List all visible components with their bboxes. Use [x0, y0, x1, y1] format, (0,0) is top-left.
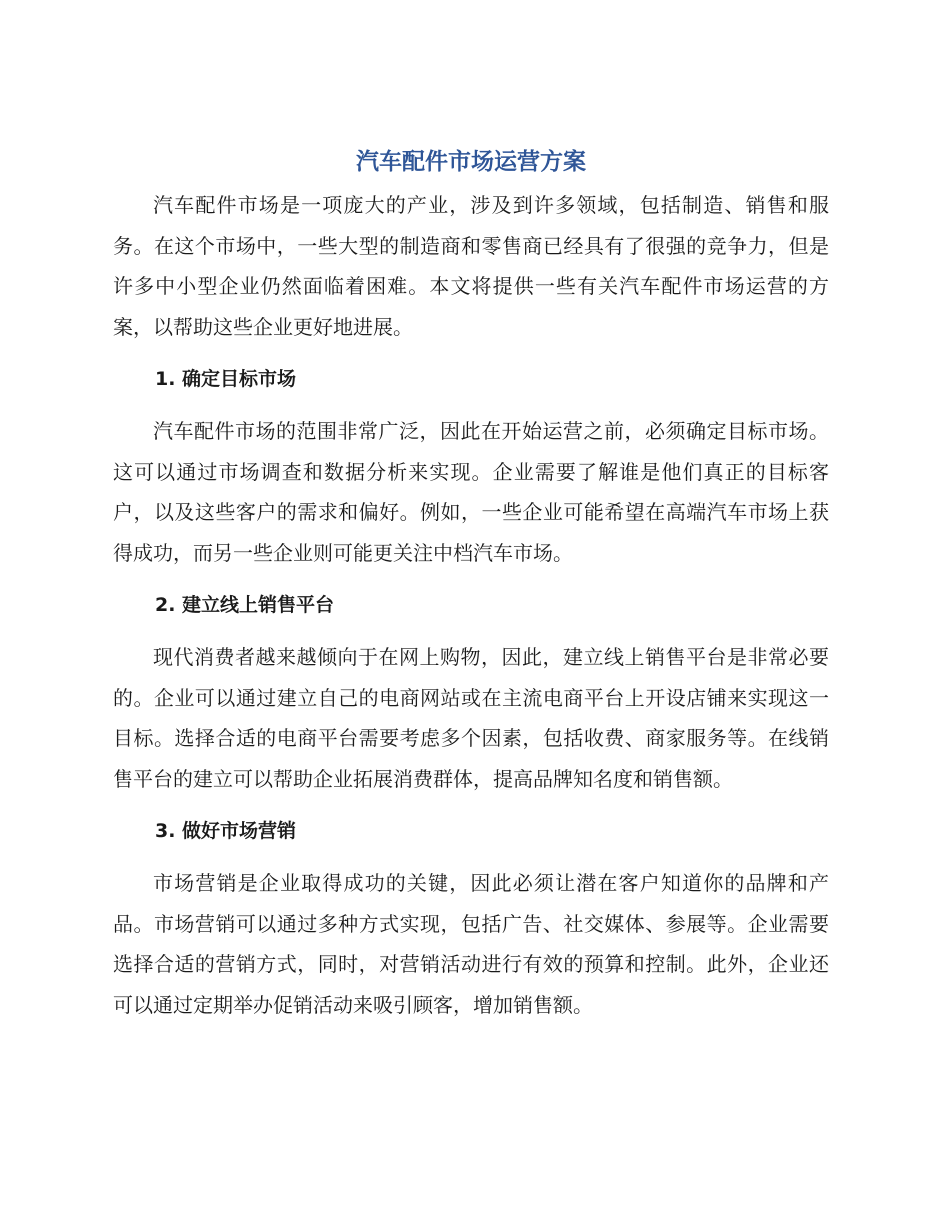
document-title: 汽车配件市场运营方案 — [356, 149, 586, 175]
section-body: 现代消费者越来越倾向于在网上购物，因此，建立线上销售平台是非常必要的。企业可以通过建立自己的电商网站或在主流电商平台上开设店铺来实现这一目标。选择合适的电商平台需要考虑多个因素，包括收费、商家服务等。在线销售平台的建立可以帮助企业拓展消费群体，提高品牌知名度和销售额。 — [113, 645, 829, 791]
section-body: 汽车配件市场的范围非常广泛，因此在开始运营之前，必须确定目标市场。这可以通过市场调查和数据分析来实现。企业需要了解谁是他们真正的目标客户，以及这些客户的需求和偏好。例如，一些企业可能希望在高端汽车市场上获得成功，而另一些企业则可能更关注中档汽车市场。 — [113, 419, 829, 565]
intro-paragraph: 汽车配件市场是一项庞大的产业，涉及到许多领域，包括制造、销售和服务。在这个市场中，一些大型的制造商和零售商已经具有了很强的竞争力，但是许多中小型企业仍然面临着困难。本文将提供一些有关汽车配件市场运营的方案，以帮助这些企业更好地进展。 — [113, 193, 829, 339]
section-heading: 2. 建立线上销售平台 — [155, 594, 335, 616]
section-heading: 1. 确定目标市场 — [155, 368, 297, 390]
section-body: 市场营销是企业取得成功的关键，因此必须让潜在客户知道你的品牌和产品。市场营销可以通过多种方式实现，包括广告、社交媒体、参展等。企业需要选择合适的营销方式，同时，对营销活动进行有效的预算和控制。此外，企业还可以通过定期举办促销活动来吸引顾客，增加销售额。 — [113, 871, 829, 1017]
section-heading: 3. 做好市场营销 — [155, 820, 297, 842]
section-marketing — [113, 811, 829, 1025]
section-online-platform — [113, 585, 829, 799]
section-target-market — [113, 359, 829, 573]
document-page — [113, 145, 829, 1025]
